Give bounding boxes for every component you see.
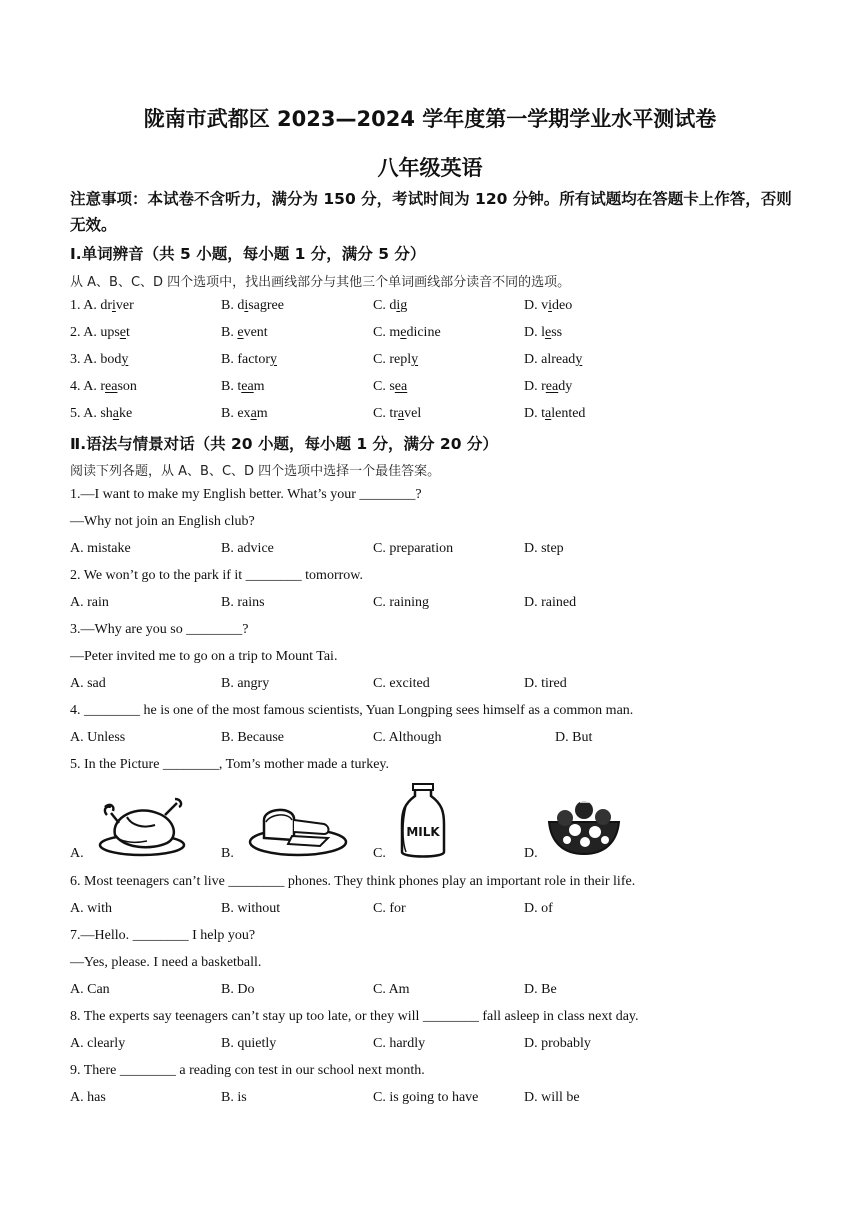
option-text: deo bbox=[552, 298, 573, 313]
underlined-part: y bbox=[575, 352, 583, 367]
option-text: C. d bbox=[373, 298, 397, 313]
underlined-part: i bbox=[112, 298, 116, 313]
option-c bbox=[373, 406, 421, 422]
option-text: dy bbox=[558, 379, 573, 394]
option-c: C. hardly bbox=[373, 1036, 426, 1051]
option-text: ss bbox=[551, 325, 563, 340]
exam-title: 陇南市武都区 2023—2024 学年度第一学期学业水平测试卷 bbox=[143, 107, 717, 131]
option-text: lented bbox=[551, 406, 586, 421]
underlined-part: e bbox=[237, 325, 244, 340]
option-c: C. excited bbox=[373, 676, 430, 691]
option-d bbox=[524, 379, 572, 395]
option-a bbox=[70, 298, 134, 314]
option-d bbox=[524, 406, 585, 422]
option-c: C. Although bbox=[373, 730, 442, 745]
option-b: B. angry bbox=[221, 676, 270, 691]
option-text: D. alread bbox=[524, 352, 576, 367]
option-a bbox=[70, 352, 128, 368]
option-c: C. bbox=[373, 846, 386, 861]
option-c: C. is going to have bbox=[373, 1090, 479, 1105]
underlined-part: y bbox=[269, 352, 277, 367]
option-b: B. quietly bbox=[221, 1036, 277, 1051]
question-stem: 8. The experts say teenagers can’t stay up too late, or they will ________ fall asleep in class next day. bbox=[70, 1009, 639, 1024]
underlined-part: i bbox=[396, 298, 401, 313]
option-a: A. rain bbox=[70, 595, 109, 610]
underlined-part: i bbox=[548, 298, 553, 313]
option-text: B. ex bbox=[221, 406, 251, 421]
option-a: A. has bbox=[70, 1090, 106, 1105]
section2-heading: Ⅱ.语法与情景对话（共 20 小题，每小题 1 分，满分 20 分） bbox=[70, 435, 498, 453]
section2-instruction: 阅读下列各题，从 A、B、C、D 四个选项中选择一个最佳答案。 bbox=[70, 464, 441, 479]
option-c: C. raining bbox=[373, 595, 429, 610]
option-text: D. t bbox=[524, 406, 545, 421]
option-text: t bbox=[126, 325, 130, 340]
option-text: ver bbox=[115, 298, 134, 313]
option-d: D. tired bbox=[524, 676, 567, 691]
option-b bbox=[221, 352, 277, 368]
option-c bbox=[373, 379, 407, 395]
option-b bbox=[221, 298, 284, 314]
option-text: son bbox=[117, 379, 137, 394]
option-d bbox=[524, 298, 572, 314]
option-b: B. bbox=[221, 846, 234, 861]
question-stem: 4. ________ he is one of the most famous scientists, Yuan Longping sees himself as a common man. bbox=[70, 703, 634, 718]
option-c: C. for bbox=[373, 901, 406, 916]
option-c bbox=[373, 298, 407, 314]
option-text: 2. A. ups bbox=[70, 325, 120, 340]
option-text: C. repl bbox=[373, 352, 412, 367]
underlined-part: e bbox=[545, 325, 552, 340]
underlined-part: ea bbox=[105, 379, 118, 394]
option-b: B. advice bbox=[221, 541, 274, 556]
option-d: D. will be bbox=[524, 1090, 580, 1105]
option-text: ke bbox=[119, 406, 133, 421]
option-a: A. Unless bbox=[70, 730, 126, 745]
option-text: 1. A. dr bbox=[70, 298, 112, 313]
underlined-part: ea bbox=[394, 379, 408, 394]
option-text: vel bbox=[404, 406, 422, 421]
question-stem: 6. Most teenagers can’t live ________ phones. They think phones play an important role in their life. bbox=[70, 874, 636, 889]
option-a bbox=[70, 325, 130, 341]
option-c: C. Am bbox=[373, 982, 410, 997]
option-c bbox=[373, 352, 418, 368]
option-b: B. without bbox=[221, 901, 281, 916]
option-text: C. tr bbox=[373, 406, 398, 421]
option-b bbox=[221, 379, 265, 395]
option-text: dicine bbox=[406, 325, 441, 340]
option-c bbox=[373, 325, 441, 341]
option-text: 4. A. r bbox=[70, 379, 105, 394]
option-text: D. r bbox=[524, 379, 546, 394]
question-stem: 3.—Why are you so ________? bbox=[70, 622, 249, 637]
option-d: D. But bbox=[555, 730, 593, 745]
option-text: D. l bbox=[524, 325, 545, 340]
underlined-part: e bbox=[119, 325, 127, 340]
option-d: D. rained bbox=[524, 595, 577, 610]
option-b bbox=[221, 325, 268, 341]
option-text: 3. A. bod bbox=[70, 352, 122, 367]
option-text: sagree bbox=[248, 298, 284, 313]
option-text: B. factor bbox=[221, 352, 270, 367]
fruit-bowl-image bbox=[545, 798, 623, 860]
section1-heading: Ⅰ.单词辨音（共 5 小题，每小题 1 分，满分 5 分） bbox=[70, 245, 426, 263]
option-a: A. sad bbox=[70, 676, 106, 691]
question-stem: 2. We won’t go to the park if it ________ tomorrow. bbox=[70, 568, 363, 583]
roast-turkey-image bbox=[97, 795, 187, 860]
option-b: B. Because bbox=[221, 730, 284, 745]
option-text: B. t bbox=[221, 379, 242, 394]
question-stem: 9. There ________ a reading con test in our school next month. bbox=[70, 1063, 425, 1078]
underlined-part: i bbox=[244, 298, 249, 313]
milk-label: MILK bbox=[406, 825, 440, 839]
underlined-part: ea bbox=[241, 379, 254, 394]
question-reply: —Peter invited me to go on a trip to Mount Tai. bbox=[70, 649, 338, 664]
underlined-part: a bbox=[397, 406, 405, 421]
option-d bbox=[524, 352, 582, 368]
option-text: B. bbox=[221, 325, 238, 340]
underlined-part: a bbox=[112, 406, 120, 421]
option-d bbox=[524, 325, 562, 341]
option-text: m bbox=[253, 379, 265, 394]
option-b bbox=[221, 406, 268, 422]
option-a bbox=[70, 406, 132, 422]
question-reply: —Yes, please. I need a basketball. bbox=[70, 955, 262, 970]
bread-image bbox=[248, 800, 348, 858]
underlined-part: y bbox=[121, 352, 129, 367]
option-b: B. is bbox=[221, 1090, 247, 1105]
option-b: B. rains bbox=[221, 595, 265, 610]
option-a bbox=[70, 379, 137, 395]
option-text: m bbox=[256, 406, 268, 421]
option-a: A. bbox=[70, 846, 84, 861]
option-text: D. v bbox=[524, 298, 549, 313]
option-text: g bbox=[400, 298, 408, 313]
option-a: A. clearly bbox=[70, 1036, 126, 1051]
option-text: 5. A. sh bbox=[70, 406, 113, 421]
underlined-part: a bbox=[545, 406, 552, 421]
question-reply: —Why not join an English club? bbox=[70, 514, 255, 529]
option-d: D. bbox=[524, 846, 538, 861]
exam-subtitle: 八年级英语 bbox=[377, 156, 483, 180]
option-c: C. preparation bbox=[373, 541, 454, 556]
underlined-part: ea bbox=[545, 379, 559, 394]
option-text: C. m bbox=[373, 325, 401, 340]
underlined-part: a bbox=[250, 406, 257, 421]
option-d: D. probably bbox=[524, 1036, 591, 1051]
option-text: B. d bbox=[221, 298, 245, 313]
option-b: B. Do bbox=[221, 982, 255, 997]
option-text: vent bbox=[243, 325, 268, 340]
option-d: D. of bbox=[524, 901, 553, 916]
question-stem: 1.—I want to make my English better. What’s your ________? bbox=[70, 487, 422, 502]
milk-bottle-image bbox=[398, 782, 448, 860]
section1-instruction: 从 A、B、C、D 四个选项中，找出画线部分与其他三个单词画线部分读音不同的选项。 bbox=[70, 275, 571, 290]
option-a: A. Can bbox=[70, 982, 110, 997]
underlined-part: y bbox=[411, 352, 419, 367]
option-text: C. s bbox=[373, 379, 395, 394]
option-a: A. mistake bbox=[70, 541, 131, 556]
notice: 注意事项：本试卷不含听力，满分为 150 分，考试时间为 120 分钟。所有试题均在答题卡上作答，否则无效。 bbox=[70, 190, 792, 234]
question-stem: 7.—Hello. ________ I help you? bbox=[70, 928, 256, 943]
option-a: A. with bbox=[70, 901, 112, 916]
question-stem: 5. In the Picture ________, Tom’s mother made a turkey. bbox=[70, 757, 390, 772]
option-d: D. step bbox=[524, 541, 564, 556]
underlined-part: e bbox=[400, 325, 407, 340]
option-d: D. Be bbox=[524, 982, 557, 997]
